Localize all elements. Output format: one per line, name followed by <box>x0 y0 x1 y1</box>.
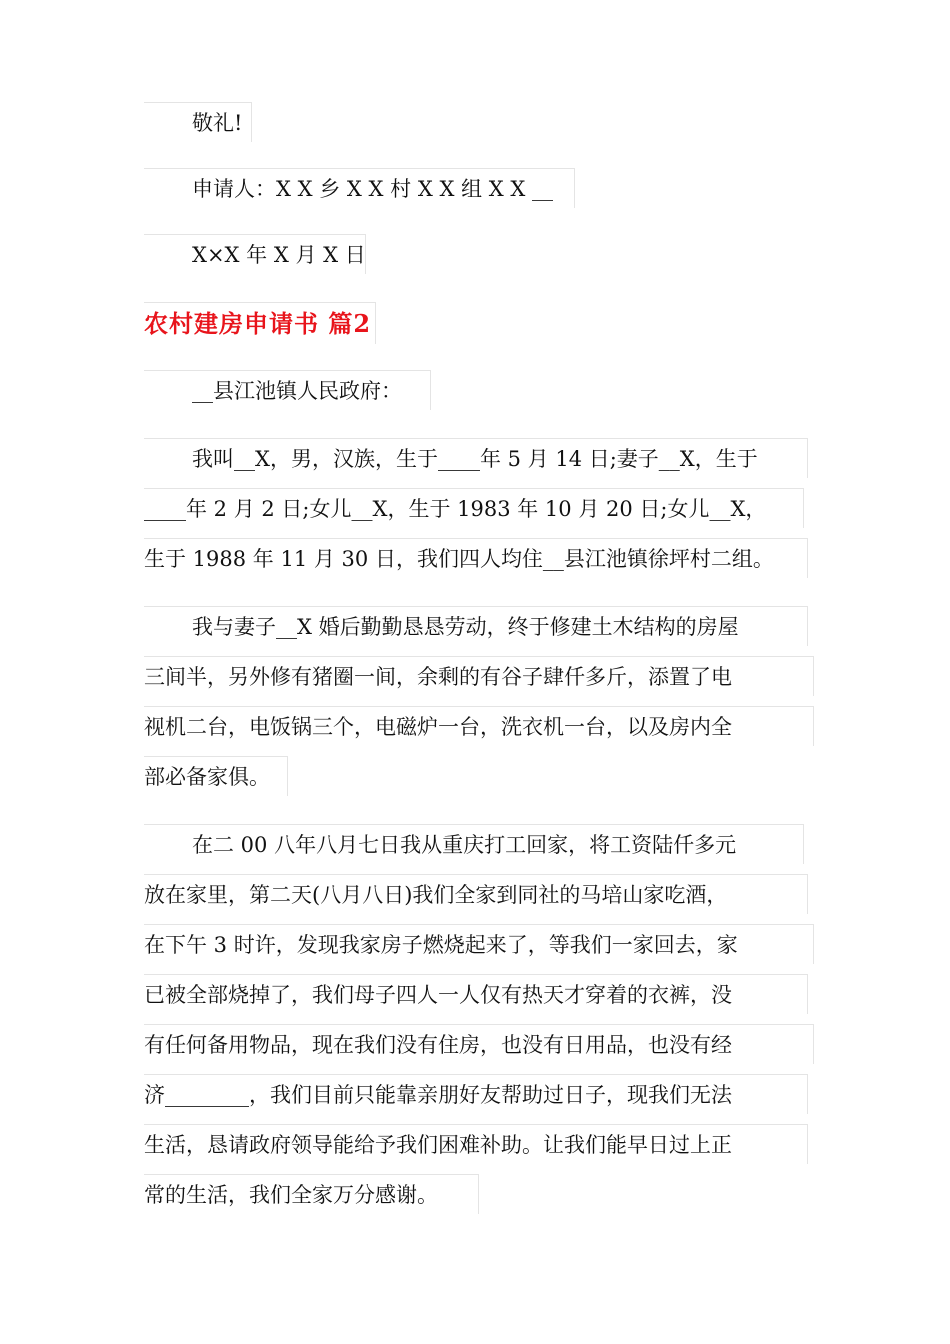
paragraph-line: 在下午 3 时许，发现我家房子燃烧起来了，等我们一家回去，家 <box>144 924 814 964</box>
section-title: 农村建房申请书 篇2 <box>144 302 376 344</box>
paragraph-line: 生活，恳请政府领导能给予我们困难补助。让我们能早日过上正 <box>144 1124 808 1164</box>
paragraph-line: ____年 2 月 2 日;女儿__X，生于 1983 年 10 月 20 日;女儿__X， <box>144 488 804 528</box>
paragraph-line: 放在家里，第二天(八月八日)我们全家到同社的马培山家吃酒， <box>144 874 808 914</box>
paragraph-line: 部必备家俱。 <box>144 756 288 796</box>
paragraph-line: 我叫__X，男，汉族，生于____年 5 月 14 日;妻子__X，生于 <box>144 438 808 478</box>
paragraph-line: 三间半，另外修有猪圈一间，余剩的有谷子肆仟多斤，添置了电 <box>144 656 814 696</box>
paragraph-line: 我与妻子__X 婚后勤勤恳恳劳动，终于修建土木结构的房屋 <box>144 606 808 646</box>
paragraph-line: 视机二台，电饭锅三个，电磁炉一台，洗衣机一台，以及房内全 <box>144 706 814 746</box>
closing-salute: 敬礼! <box>144 102 252 142</box>
paragraph-line: 在二 00 八年八月七日我从重庆打工回家，将工资陆仟多元 <box>144 824 804 864</box>
date-line: X×X 年 X 月 X 日 <box>144 234 366 274</box>
paragraph-line: 常的生活，我们全家万分感谢。 <box>144 1174 479 1214</box>
addressee-line: __县江池镇人民政府： <box>144 370 431 410</box>
applicant-line: 申请人：X X 乡 X X 村 X X 组 X X __ <box>144 168 575 208</box>
paragraph-line: 生于 1988 年 11 月 30 日，我们四人均住__县江池镇徐坪村二组。 <box>144 538 808 578</box>
paragraph-line: 有任何备用物品，现在我们没有住房，也没有日用品，也没有经 <box>144 1024 814 1064</box>
paragraph-line: 济________，我们目前只能靠亲朋好友帮助过日子，现我们无法 <box>144 1074 808 1114</box>
paragraph-line: 已被全部烧掉了，我们母子四人一人仅有热天才穿着的衣裤，没 <box>144 974 808 1014</box>
